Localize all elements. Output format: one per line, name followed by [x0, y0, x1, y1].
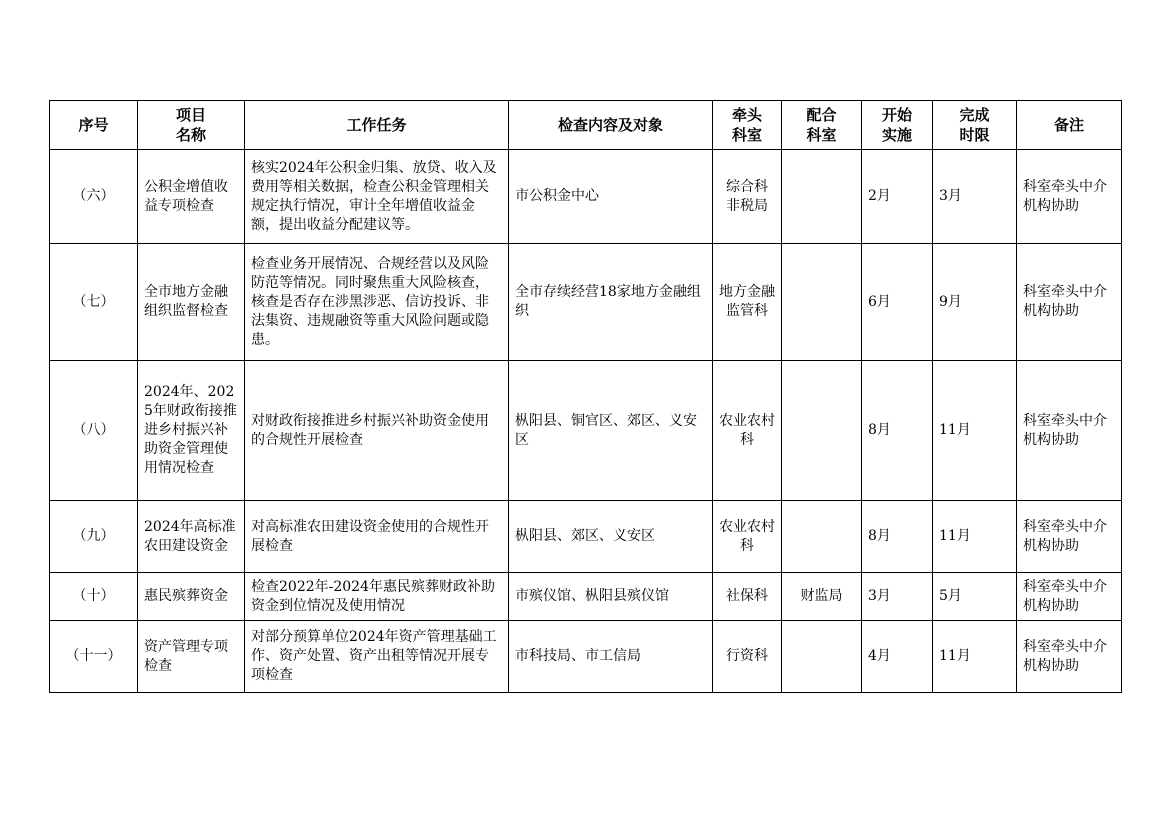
cell-deadline: 9月	[933, 244, 1017, 361]
header-seq: 序号	[50, 101, 138, 150]
cell-note: 科室牵头中介机构协助	[1017, 573, 1122, 621]
header-content: 检查内容及对象	[509, 101, 713, 150]
table-row	[50, 244, 1122, 361]
table-header-row	[50, 101, 1122, 150]
cell-coop	[782, 361, 862, 501]
header-deadline	[933, 101, 1017, 150]
cell-note: 科室牵头中介机构协助	[1017, 361, 1122, 501]
header-project	[138, 101, 245, 150]
cell-coop	[782, 501, 862, 573]
cell-project: 全市地方金融组织监督检查	[138, 244, 245, 361]
cell-note: 科室牵头中介机构协助	[1017, 621, 1122, 693]
cell-lead: 地方金融监管科	[713, 244, 782, 361]
cell-note: 科室牵头中介机构协助	[1017, 501, 1122, 573]
cell-content: 市公积金中心	[509, 150, 713, 244]
cell-lead: 农业农村科	[713, 361, 782, 501]
header-coop	[782, 101, 862, 150]
cell-lead: 农业农村科	[713, 501, 782, 573]
cell-deadline: 11月	[933, 501, 1017, 573]
header-project-text: 项目 名称	[175, 106, 206, 144]
cell-start: 8月	[862, 501, 933, 573]
cell-content: 枞阳县、铜官区、郊区、义安区	[509, 361, 713, 501]
table-row	[50, 150, 1122, 244]
cell-project: 惠民殡葬资金	[138, 573, 245, 621]
header-coop-text: 配合 科室	[806, 106, 837, 144]
header-deadline-text: 完成 时限	[959, 106, 990, 144]
cell-project: 2024年高标准农田建设资金	[138, 501, 245, 573]
cell-seq: （九）	[50, 501, 138, 573]
inspection-task-table	[49, 100, 1122, 693]
cell-lead-text: 综合科 非税局	[726, 178, 768, 214]
header-lead	[713, 101, 782, 150]
cell-task: 检查2022年-2024年惠民殡葬财政补助资金到位情况及使用情况	[245, 573, 509, 621]
cell-note: 科室牵头中介机构协助	[1017, 150, 1122, 244]
cell-seq: （八）	[50, 361, 138, 501]
cell-start: 2月	[862, 150, 933, 244]
cell-coop	[782, 150, 862, 244]
cell-start: 4月	[862, 621, 933, 693]
cell-start: 3月	[862, 573, 933, 621]
header-note: 备注	[1017, 101, 1122, 150]
cell-task: 检查业务开展情况、合规经营以及风险防范等情况。同时聚焦重大风险核查，核查是否存在涉黑涉恶、信访投诉、非法集资、违规融资等重大风险问题或隐患。	[245, 244, 509, 361]
header-task: 工作任务	[245, 101, 509, 150]
cell-deadline: 5月	[933, 573, 1017, 621]
cell-project: 资产管理专项检查	[138, 621, 245, 693]
cell-note: 科室牵头中介机构协助	[1017, 244, 1122, 361]
cell-start: 8月	[862, 361, 933, 501]
cell-lead	[713, 150, 782, 244]
cell-task: 核实2024年公积金归集、放贷、收入及费用等相关数据，检查公积金管理相关规定执行情况，审计全年增值收益金额，提出收益分配建议等。	[245, 150, 509, 244]
cell-deadline: 11月	[933, 621, 1017, 693]
header-lead-text: 牵头 科室	[731, 106, 762, 144]
cell-coop	[782, 244, 862, 361]
cell-seq: （六）	[50, 150, 138, 244]
cell-task: 对部分预算单位2024年资产管理基础工作、资产处置、资产出租等情况开展专项检查	[245, 621, 509, 693]
cell-lead: 社保科	[713, 573, 782, 621]
cell-deadline: 3月	[933, 150, 1017, 244]
header-start-text: 开始 实施	[881, 106, 912, 144]
cell-coop: 财监局	[782, 573, 862, 621]
cell-content: 市科技局、市工信局	[509, 621, 713, 693]
table-row	[50, 361, 1122, 501]
cell-lead: 行资科	[713, 621, 782, 693]
header-start	[862, 101, 933, 150]
cell-deadline: 11月	[933, 361, 1017, 501]
cell-content: 市殡仪馆、枞阳县殡仪馆	[509, 573, 713, 621]
cell-start: 6月	[862, 244, 933, 361]
table-row	[50, 621, 1122, 693]
table-row	[50, 573, 1122, 621]
cell-task: 对高标准农田建设资金使用的合规性开展检查	[245, 501, 509, 573]
cell-seq: （十）	[50, 573, 138, 621]
cell-project: 公积金增值收益专项检查	[138, 150, 245, 244]
cell-seq: （十一）	[50, 621, 138, 693]
cell-seq: （七）	[50, 244, 138, 361]
cell-content: 枞阳县、郊区、义安区	[509, 501, 713, 573]
cell-content: 全市存续经营18家地方金融组织	[509, 244, 713, 361]
table-row	[50, 501, 1122, 573]
cell-project: 2024年、2025年财政衔接推进乡村振兴补助资金管理使用情况检查	[138, 361, 245, 501]
cell-coop	[782, 621, 862, 693]
cell-task: 对财政衔接推进乡村振兴补助资金使用的合规性开展检查	[245, 361, 509, 501]
